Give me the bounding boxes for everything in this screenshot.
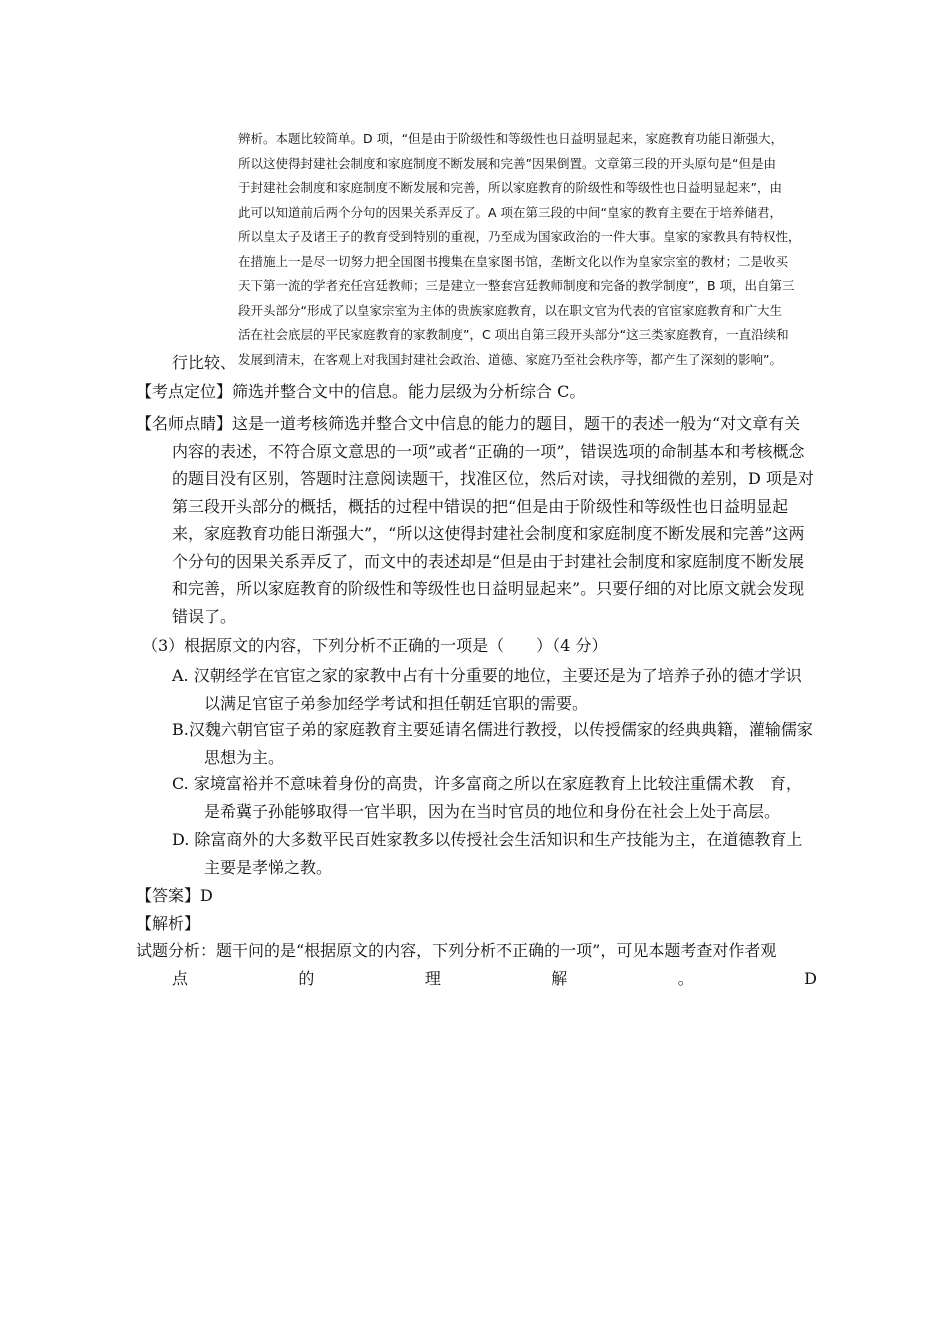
excerpt-line: 发展到清末，在客观上对我国封建社会政治、道德、家庭乃至社会秩序等，都产生了深刻的影响”。 [238, 351, 782, 367]
kaodian-paragraph: 【考点定位】筛选并整合文中的信息。能力层级为分析综合 C。 [136, 382, 586, 401]
kaodian-section [136, 378, 816, 406]
excerpt-line: 在措施上一是尽一切努力把全国图书搜集在皇家图书馆，垄断文化以作为皇家宗室的教材；二是收买 [238, 253, 789, 269]
jiexi-section [136, 910, 816, 938]
analysis-section [136, 937, 816, 965]
analysis-justified-line [172, 965, 817, 993]
option-d [172, 826, 817, 881]
excerpt-line: 活在社会底层的平民家庭教育的家教制度”，C 项出自第三段开头部分“这三类家庭教育，一直沿续和 [238, 327, 789, 342]
option-b-text: B.汉魏六朝官宦子弟的家庭教育主要延请名儒进行教授，以传授儒家的经典典籍，灌输儒家思想为主。 [172, 720, 813, 767]
option-d-text: D. 除富商外的大多数平民百姓家教多以传授社会生活知识和生产技能为主，在道德教育上主要是孝悌之教。 [172, 830, 803, 877]
left-fragment-text: 行比较、 [172, 353, 237, 372]
mingshi-paragraph: 【名师点睛】这是一道考核筛选并整合文中信息的能力的题目，题干的表述一般为“对文章有关内容的表述，不符合原文意思的一项”或者“正确的一项”，错误选项的命制基本和考核概念的题目没有区别，答题时注意阅读题干，找准区位，然后对读，寻找细微的差别，D 项是对第三段开头部分的概括，概括的过程中错误的把“但是由于阶级性和等级性也日益明显起来，家庭教育功能日渐强大”，“所以这使得封建社会制度和家庭制度不断发展和完善”这两个分句的因果关系弄反了，而文中的表述却是“但是由于封建社会制度和家庭制度不断发展和完善，所以家庭教育的阶级性和等级性也日益明显起来”。只要仔细的对比原文就会发现错误了。 [136, 414, 814, 626]
excerpt-line: 所以皇太子及诸王子的教育受到特别的重视，乃至成为国家政治的一件大事。皇家的家教具有特权性， [238, 229, 801, 244]
option-c [172, 770, 817, 825]
question-stem: （3）根据原文的内容，下列分析不正确的一项是（ ）（4 分） [142, 636, 608, 655]
mingshi-section [136, 410, 816, 630]
option-a [172, 662, 817, 717]
excerpt-line: 所以这使得封建社会制度和家庭制度不断发展和完善”因果倒置。文章第三段的开头原句是“但是由 [238, 155, 776, 171]
question-section [142, 632, 822, 660]
excerpt-line: 段开头部分“形成了以皇家宗室为主体的贵族家庭教育，以在职文官为代表的官宦家庭教育和广大生 [238, 302, 782, 318]
answer-line: 【答案】D [136, 886, 213, 905]
analysis-word: 的 [298, 969, 315, 988]
embedded-answer-excerpt [238, 127, 810, 372]
analysis-word: 。 [677, 969, 694, 988]
option-c-text: C. 家境富裕并不意味着身份的高贵，许多富商之所以在家庭教育上比较注重儒术教 育，是希冀子孙能够取得一官半职，因为在当时官员的地位和身份在社会上处于高层。 [172, 774, 802, 821]
excerpt-line: 此可以知道前后两个分句的因果关系弄反了。A 项在第三段的中间“皇家的教育主要在于培养储君， [238, 204, 783, 220]
analysis-first-line: 试题分析：题干问的是“根据原文的内容，下列分析不正确的一项”，可见本题考查对作者观 [136, 941, 777, 960]
analysis-word: 解 [551, 969, 568, 988]
analysis-word: D [804, 969, 817, 988]
option-a-text: A. 汉朝经学在官宦之家的家教中占有十分重要的地位，主要还是为了培养子孙的德才学识以满足官宦子弟参加经学考试和担任朝廷官职的需要。 [172, 666, 802, 713]
option-b [172, 716, 817, 771]
excerpt-line: 辨析。本题比较简单。D 项，“但是由于阶级性和等级性也日益明显起来，家庭教育功能日渐强大， [238, 131, 784, 146]
excerpt-line: 天下第一流的学者充任宫廷教师；三是建立一整套宫廷教师制度和完备的教学制度”，B 项，出自第三 [238, 278, 795, 293]
analysis-word: 点 [172, 969, 189, 988]
excerpt-line: 于封建社会制度和家庭制度不断发展和完善，所以家庭教育的阶级性和等级性也日益明显起来”，由 [238, 180, 782, 195]
analysis-word: 理 [424, 969, 441, 988]
jiexi-heading: 【解析】 [136, 914, 201, 933]
answer-section [136, 882, 816, 910]
